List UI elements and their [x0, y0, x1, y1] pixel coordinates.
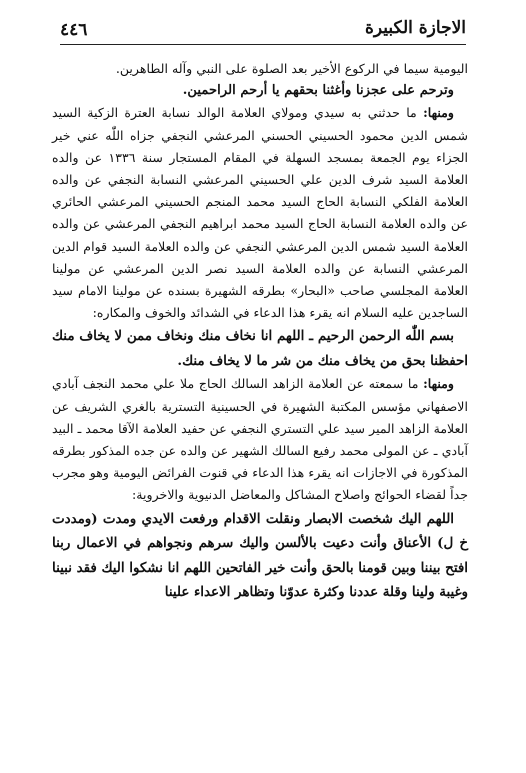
running-title: الاجازة الكبيرة — [365, 18, 466, 38]
page-header — [60, 16, 466, 46]
paragraph-5-lead: ومنها: — [423, 376, 454, 392]
page-number: ٤٤٦ — [60, 20, 88, 40]
paragraph-2: وترحم على عجزنا وأغثنا بحقهم يا أرحم الراحمين. — [182, 83, 454, 99]
paragraph-3 — [52, 102, 468, 324]
paragraph-4-prayer: بسم اللّٰه الرحمن الرحيم ـ اللهم انا نخاف منك ونخاف ممن لا يخاف منك احفظنا بحق من يخاف منك من شر ما لا يخاف منك. — [52, 328, 468, 369]
paragraph-5-text: ما سمعته عن العلامة الزاهد السالك الحاج ملا علي محمد النجف آبادي الاصفهاني مؤسس المكتبة الشهيرة في الحسينية التسترية بالغري الشريف عن العلامة الزاهد المير سيد علي التستري النجفي عن حفيد العلامة الآقا محمد ـ البيد آبادي ـ عن المولى محمد رفيع السالك الشهير عن والده عن جده المذكور بطرقه المذكورة في الاجازات انه يقرء هذا الدعاء في قنوت الفرائض اليومية وهو مجرب جداً لقضاء الحوائج واصلاح المشاكل والمعاضل الدنيوية والاخروية: — [52, 376, 468, 503]
paragraph-3-text: ما حدثني به سيدي ومولاي العلامة الوالد نسابة العترة الزكية السيد شمس الدين محمود الحسيني الحسني المرعشي النجفي جزاه اللّٰه عني خير الجزاء يوم الجمعة بمسجد السهلة في المقام المستجار سنة ١٣٣٦ عن والده العلامة السيد شرف الدين علي الحسيني المرعشي النسابة النجفي عن والده العلامة الفلكي النسابة الحاج السيد محمد المنجم الحسيني المرعشي الحائري عن والده العلامة النسابة الحاج السيد محمد ابراهيم النجفي المرعشي عن والده العلامة السيد شمس الدين المرعشي النجفي عن والده العلامة السيد قوام الدين المرعشي النسابة عن والده العلامة السيد نصر الدين المرعشي عن مولينا العلامة المجلسي صاحب «البحار» بطرقه الشهيرة بسنده عن مولينا الامام سيد الساجدين عليه السلام انه يقرء هذا الدعاء في الشدائد والخوف والمكاره: — [52, 105, 468, 321]
paragraph-3-lead: ومنها: — [423, 105, 454, 121]
paragraph-1: اليومية سيما في الركوع الأخير بعد الصلوة على النبي وآله الطاهرين. — [115, 61, 468, 76]
body-text — [52, 58, 468, 605]
paragraph-5 — [52, 373, 468, 506]
header-divider — [60, 44, 466, 45]
paragraph-6-prayer: اللهم اليك شخصت الابصار ونقلت الاقدام ورفعت الايدي ومدت (ومددت خ ل) الأعناق وأنت دعيت بالألسن واليك سرهم ونجواهم في الاعمال ربنا افتح بيننا وبين قومنا بالحق وأنت خير الفاتحين اللهم انا نشكوا اليك فقد نبينا وغيبة ولينا وقلة عددنا وكثرة عدوّنا وتظاهر الاعداء علينا — [52, 510, 468, 601]
